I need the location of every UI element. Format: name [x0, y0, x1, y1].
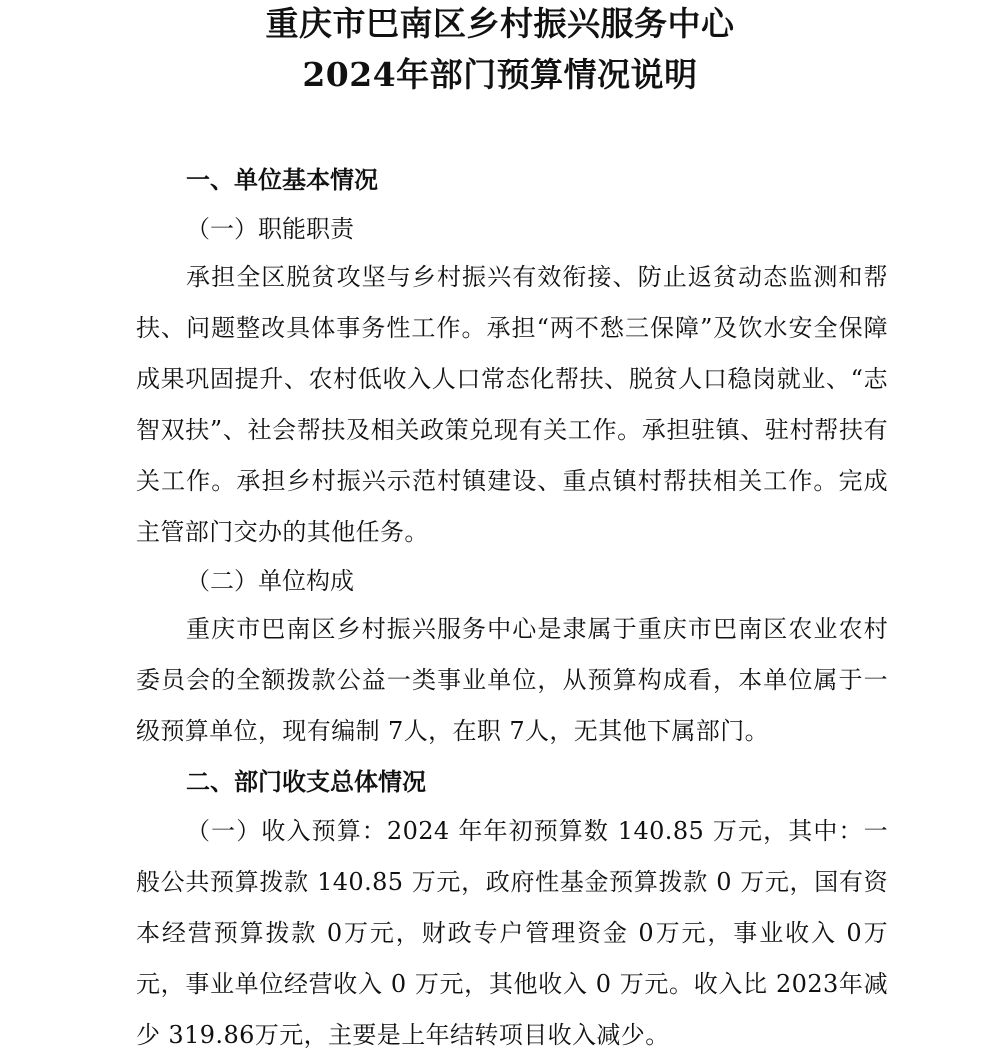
section-1-heading: 一、单位基本情况 — [186, 166, 378, 194]
document-title-line-1: 重庆市巴南区乡村振兴服务中心 — [265, 4, 735, 43]
section-1-1-heading: （一）职能职责 — [186, 215, 354, 243]
section-1-2-paragraph: 重庆市巴南区乡村振兴服务中心是隶属于重庆市巴南区农业农村委员会的全额拨款公益一类事业单位，从预算构成看，本单位属于一级预算单位，现有编制 7人，在职 7人，无其他下属部门。 — [136, 615, 888, 745]
section-2-1-paragraph: （一）收入预算：2024 年年初预算数 140.85 万元，其中：一般公共预算拨款 140.85 万元，政府性基金预算拨款 0 万元，国有资本经营预算拨款 0万元，财政专户管理资金 0万元，事业收入 0万元，事业单位经营收入 0 万元，其他收入 0 万元。收入比 2023年减少 319.86万元，主要是上年结转项目收入减少。 — [136, 817, 888, 1049]
document-title-line-2: 2024年部门预算情况说明 — [302, 55, 698, 94]
section-1-1-paragraph: 承担全区脱贫攻坚与乡村振兴有效衔接、防止返贫动态监测和帮扶、问题整改具体事务性工作。承担“两不愁三保障”及饮水安全保障成果巩固提升、农村低收入人口常态化帮扶、脱贫人口稳岗就业、“志智双扶”、社会帮扶及相关政策兑现有关工作。承担驻镇、驻村帮扶有关工作。承担乡村振兴示范村镇建设、重点镇村帮扶相关工作。完成主管部门交办的其他任务。 — [136, 263, 888, 546]
section-2-heading: 二、部门收支总体情况 — [186, 768, 426, 796]
section-1-2-heading: （二）单位构成 — [186, 567, 354, 595]
